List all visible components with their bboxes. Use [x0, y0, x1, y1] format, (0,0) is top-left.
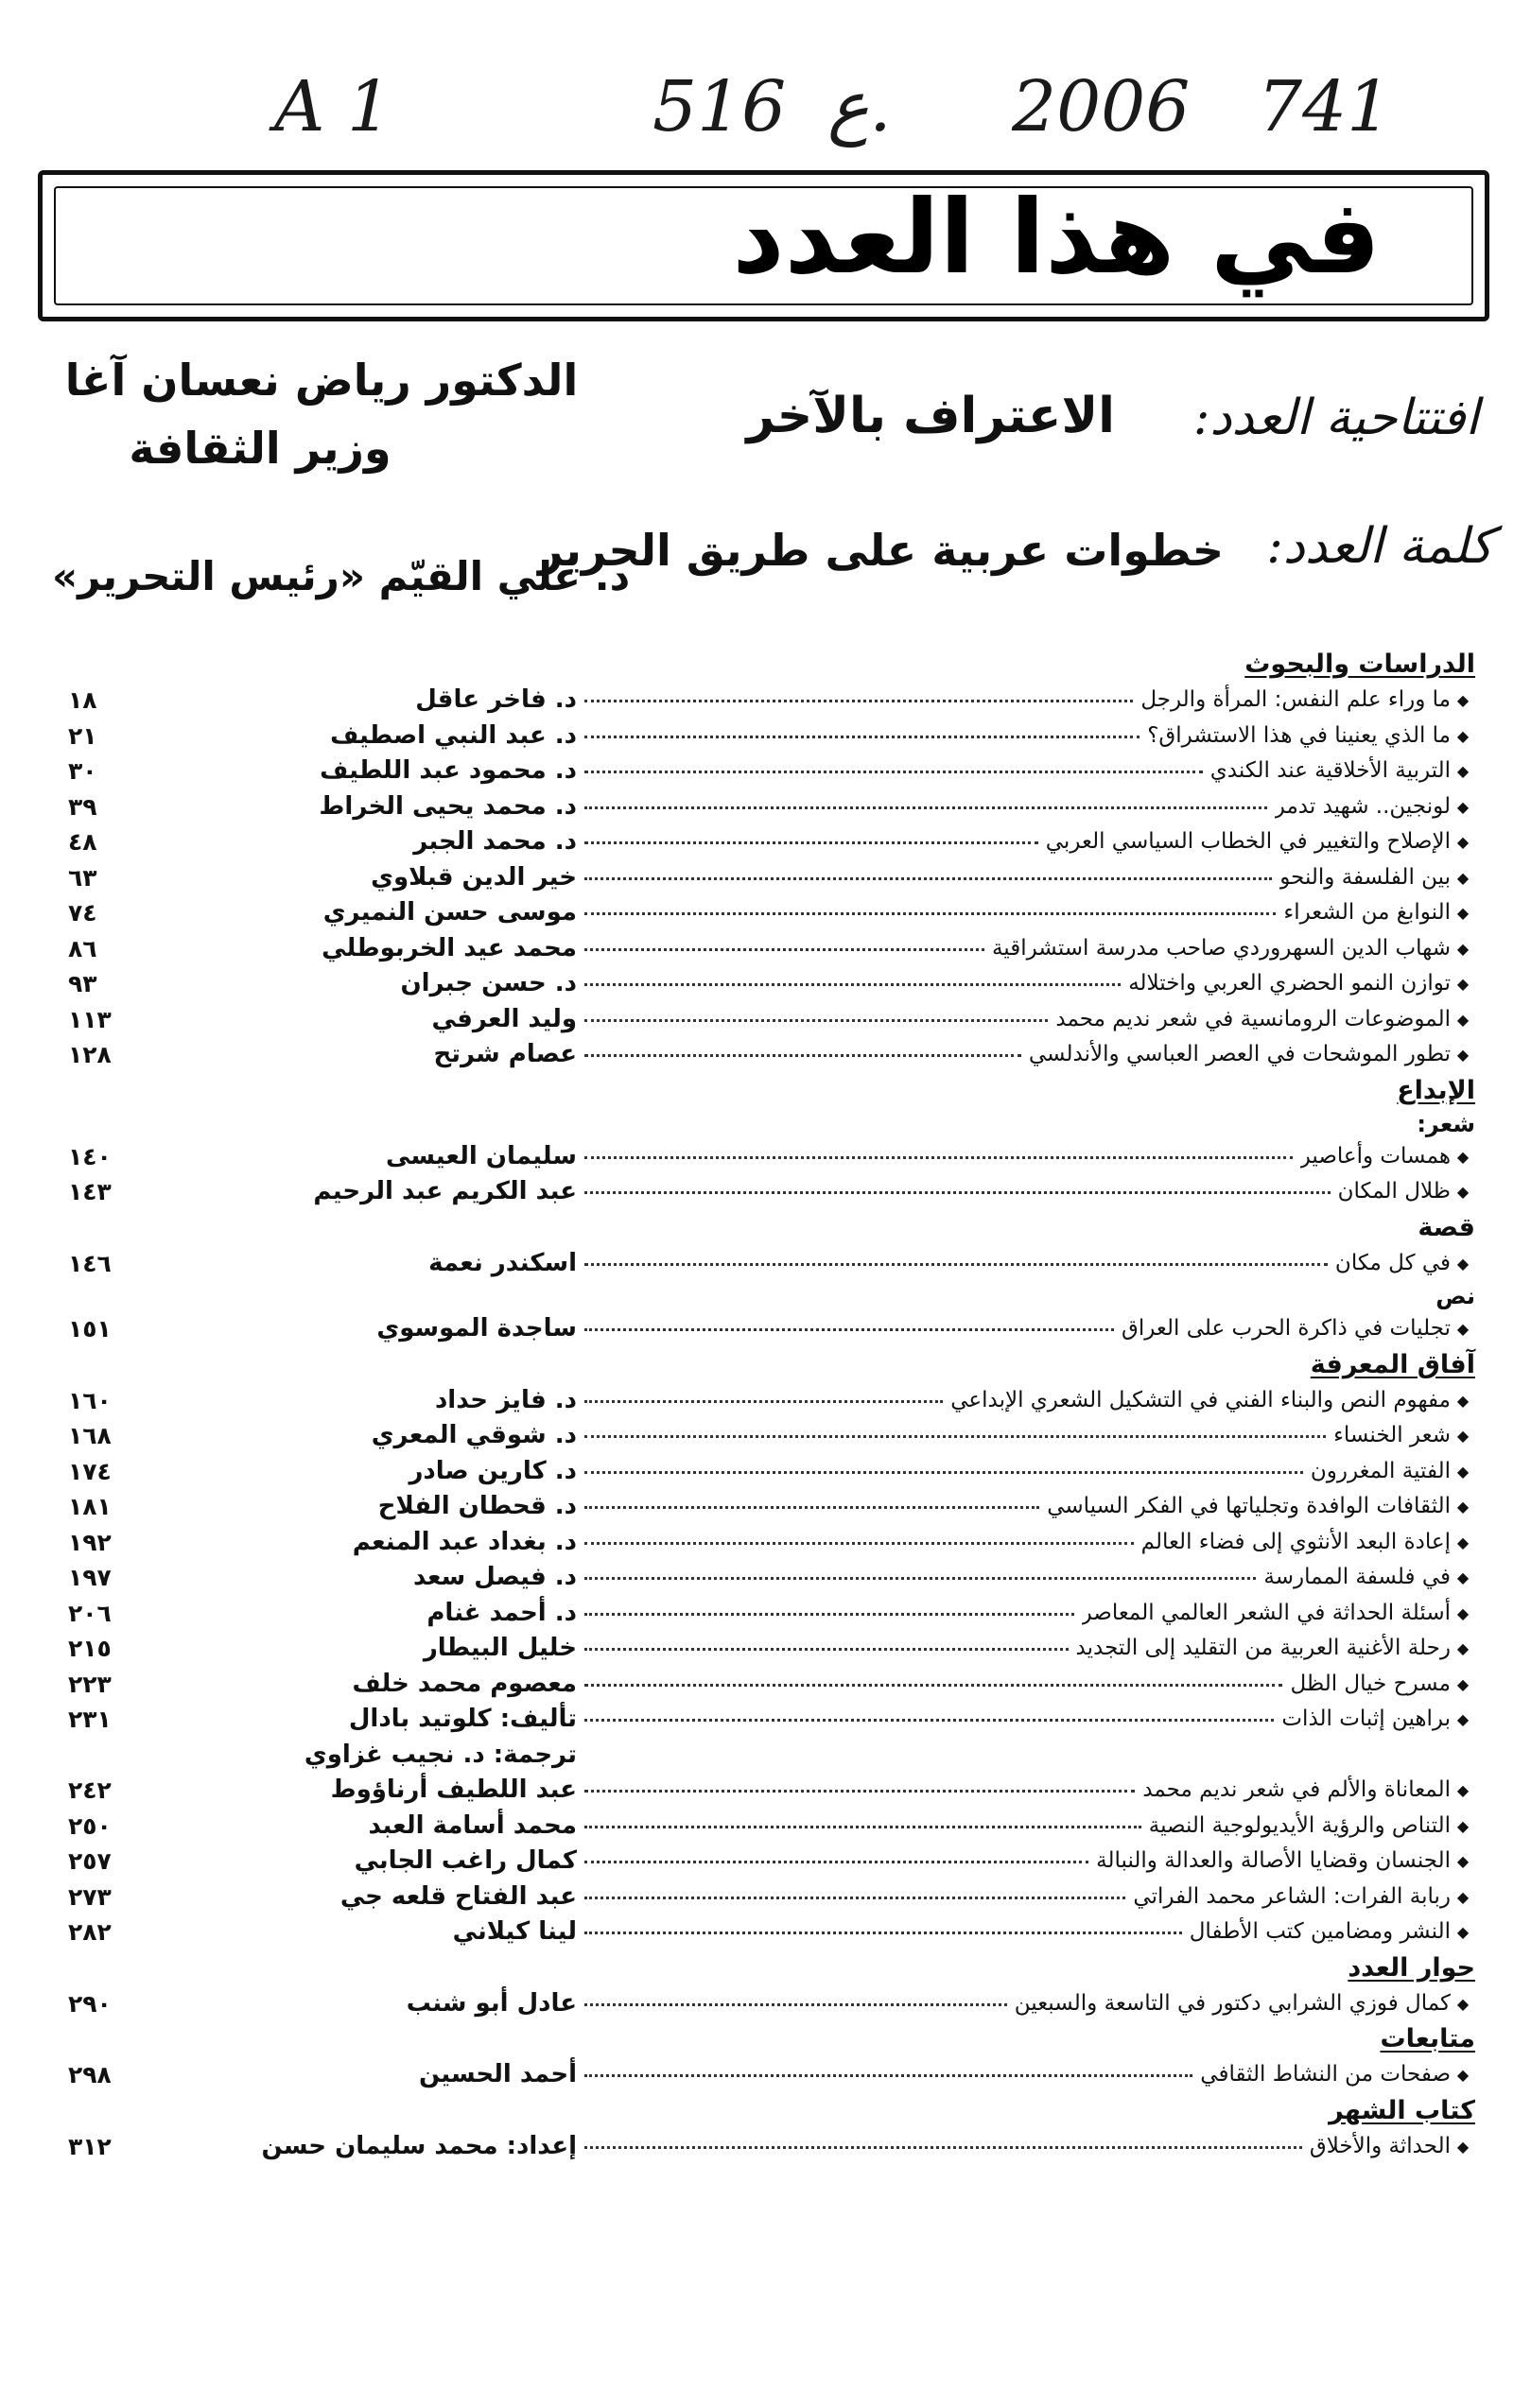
leader-dots — [584, 1540, 1134, 1545]
leader-dots — [584, 1433, 1326, 1438]
entry-title: مسرح خيال الظل — [1290, 1671, 1451, 1696]
entry-page: ٢٩٠ — [68, 1989, 112, 2018]
toc-entry — [57, 1525, 1475, 1561]
handwritten-mark: A 1 — [274, 66, 392, 147]
leader-dots — [584, 698, 1133, 702]
toc-entry — [57, 1809, 1475, 1845]
entry-page: ٢٠٦ — [68, 1599, 112, 1627]
bullet-icon: ◆ — [1456, 1183, 1470, 1201]
banner-title: في هذا العدد — [732, 179, 1381, 297]
toc-entry — [57, 1002, 1475, 1038]
bullet-icon: ◆ — [1456, 1254, 1470, 1273]
bullet-icon: ◆ — [1456, 1320, 1470, 1338]
entry-author: عادل أبو شنب — [406, 1988, 577, 2018]
leader-dots — [584, 1895, 1125, 1899]
leader-dots — [584, 2001, 1007, 2006]
entry-title: في كل مكان — [1334, 1250, 1451, 1275]
section-heading-dialogue: حوار العدد — [1348, 1952, 1475, 1983]
toc-entry — [57, 1844, 1475, 1880]
leader-dots — [584, 1824, 1141, 1828]
entry-title: التربية الأخلاقية عند الكندي — [1209, 758, 1451, 783]
toc-entry — [57, 1037, 1475, 1073]
toc-entry — [57, 754, 1475, 789]
toc-entry — [57, 2129, 1475, 2165]
entry-title: أسئلة الحداثة في الشعر العالمي المعاصر — [1081, 1600, 1451, 1625]
toc-entry — [57, 860, 1475, 896]
entry-page: ١٧٤ — [68, 1457, 112, 1485]
entry-page: ١٤٣ — [68, 1178, 112, 1205]
entry-page: ١٤٠ — [68, 1142, 112, 1170]
section-heading-horizons: آفاق المعرفة — [1310, 1349, 1475, 1379]
bullet-icon: ◆ — [1456, 1533, 1470, 1551]
bullet-icon: ◆ — [1456, 762, 1470, 780]
entry-title: الحداثة والأخلاق — [1309, 2133, 1451, 2158]
leader-dots — [584, 981, 1121, 986]
bullet-icon: ◆ — [1456, 1427, 1470, 1445]
entry-page: ٢١٥ — [68, 1635, 112, 1662]
entry-author: عبد الكريم عبد الرحيم — [313, 1177, 577, 1205]
toc-entry — [57, 1596, 1475, 1632]
entry-title: تطور الموشحات في العصر العباسي والأندلسي — [1028, 1042, 1451, 1066]
leader-dots — [584, 2072, 1192, 2077]
leader-dots — [584, 1682, 1282, 1687]
entry-page: ٣١٢ — [68, 2132, 112, 2160]
entry-page: ٢٢٣ — [68, 1670, 112, 1698]
editorial-title: الاعتراف بالآخر — [746, 388, 1115, 444]
entry-title: ما وراء علم النفس: المرأة والرجل — [1140, 687, 1451, 712]
entry-title: الموضوعات الرومانسية في شعر نديم محمد — [1055, 1006, 1451, 1031]
subsection-poetry: شعر: — [1417, 1110, 1475, 1137]
editorial-label: افتتاحية العدد: — [1192, 390, 1479, 446]
entry-title: توازن النمو الحضري العربي واختلاله — [1128, 971, 1451, 996]
toc-entry — [57, 719, 1475, 754]
entry-author: وليد العرفي — [431, 1004, 577, 1033]
table-of-contents — [57, 647, 1475, 2164]
bullet-icon: ◆ — [1456, 1923, 1470, 1941]
entry-page: ١٥١ — [68, 1315, 112, 1343]
toc-entry — [57, 1986, 1475, 2022]
entry-page: ١١٣ — [68, 1005, 112, 1033]
bullet-icon: ◆ — [1456, 1498, 1470, 1516]
bullet-icon: ◆ — [1456, 2066, 1470, 2084]
entry-author: عبد اللطيف أرناؤوط — [330, 1776, 577, 1804]
entry-title: الجنسان وقضايا الأصالة والعدالة والنبالة — [1096, 1848, 1451, 1873]
section-heading-studies: الدراسات والبحوث — [1244, 650, 1475, 679]
entry-page: ١٨ — [68, 686, 97, 714]
entry-page: ٢٤٢ — [68, 1776, 112, 1804]
entry-title: كمال فوزي الشرابي دكتور في التاسعة والسبعين — [1014, 1990, 1451, 2016]
section-heading-book: كتاب الشهر — [1329, 2095, 1475, 2125]
bullet-icon: ◆ — [1456, 904, 1470, 922]
word-title: خطوات عربية على طريق الحرير — [538, 525, 1224, 576]
toc-entry — [57, 1139, 1475, 1175]
bullet-icon: ◆ — [1456, 1147, 1470, 1166]
leader-dots — [584, 1017, 1048, 1022]
leader-dots — [584, 1154, 1293, 1159]
entry-author: محمد أسامة العبد — [368, 1810, 577, 1840]
toc-translator-row — [57, 1738, 1475, 1774]
entry-page: ٢٧٣ — [68, 1882, 112, 1911]
entry-page: ٣٩ — [68, 792, 97, 821]
issue-banner — [38, 170, 1489, 321]
leader-dots — [584, 1469, 1303, 1474]
entry-page: ٣٠ — [68, 757, 97, 785]
toc-entry — [57, 683, 1475, 719]
subsection-story: قصة — [1418, 1212, 1475, 1242]
bullet-icon: ◆ — [1456, 1603, 1470, 1622]
handwritten-mark: ع. — [827, 66, 892, 147]
entry-page: ٢٩٨ — [68, 2061, 112, 2088]
entry-title: تجليات في ذاكرة الحرب على العراق — [1121, 1316, 1451, 1341]
entry-author: د. فاخر عاقل — [415, 685, 577, 714]
toc-entry — [57, 931, 1475, 967]
handwritten-catalog-line — [0, 57, 1531, 170]
toc-entry — [57, 1246, 1475, 1282]
word-author: د. علي القيّم «رئيس التحرير» — [52, 553, 631, 599]
bullet-icon: ◆ — [1456, 1852, 1470, 1870]
entry-author: د. محمد يحيى الخراط — [319, 791, 577, 821]
entry-title: براهين إثبات الذات — [1281, 1706, 1451, 1731]
leader-dots — [584, 1052, 1021, 1057]
toc-entry — [57, 1667, 1475, 1703]
toc-entry — [57, 1702, 1475, 1738]
entry-title: المعاناة والألم في شعر نديم محمد — [1142, 1777, 1451, 1802]
toc-entry — [57, 1773, 1475, 1809]
entry-page: ٢٣١ — [68, 1706, 112, 1733]
leader-dots — [584, 1611, 1074, 1616]
entry-author: محمد عيد الخربوطلي — [322, 933, 577, 962]
bullet-icon: ◆ — [1456, 691, 1470, 709]
entry-page: ٢٨٢ — [68, 1918, 112, 1946]
toc-entry — [57, 1418, 1475, 1454]
entry-page: ٨٦ — [68, 934, 97, 962]
entry-title: لونجين.. شهيد تدمر — [1274, 793, 1451, 819]
bullet-icon: ◆ — [1456, 1010, 1470, 1029]
entry-page: ٩٣ — [68, 970, 97, 997]
leader-dots — [584, 734, 1140, 738]
handwritten-mark: 516 — [652, 66, 787, 147]
entry-page: ١٤٦ — [68, 1249, 112, 1277]
bullet-icon: ◆ — [1456, 833, 1470, 851]
entry-page: ٦٣ — [68, 863, 97, 892]
entry-page: ١٩٢ — [68, 1528, 112, 1556]
bullet-icon: ◆ — [1456, 939, 1470, 958]
toc-entry — [57, 1631, 1475, 1667]
bullet-icon: ◆ — [1456, 1462, 1470, 1481]
entry-title: التناص والرؤية الأيديولوجية النصية — [1148, 1812, 1451, 1838]
leader-dots — [584, 1326, 1114, 1331]
bullet-icon: ◆ — [1456, 1674, 1470, 1693]
entry-author: د. محمد الجبر — [413, 827, 577, 856]
toc-entry — [57, 824, 1475, 860]
entry-author: د. بغداد عبد المنعم — [352, 1527, 577, 1556]
leader-dots — [584, 769, 1203, 773]
entry-author: خليل البيطار — [423, 1634, 577, 1662]
section-heading-creative: الإبداع — [1397, 1075, 1475, 1105]
toc-entry — [57, 966, 1475, 1002]
leader-dots — [584, 875, 1272, 880]
entry-page: ١٦٨ — [68, 1422, 112, 1449]
entry-author: د. قحطان الفلاح — [377, 1492, 577, 1520]
word-label: كلمة العدد: — [1266, 518, 1493, 575]
leader-dots — [584, 1788, 1135, 1793]
bullet-icon: ◆ — [1456, 1887, 1470, 1906]
handwritten-mark: 741 — [1258, 66, 1392, 147]
entry-title: بين الفلسفة والنحو — [1279, 864, 1451, 890]
studies-list — [57, 683, 1475, 1073]
entry-author: لينا كيلاني — [452, 1917, 577, 1946]
entry-author: خير الدين قبلاوي — [371, 862, 577, 892]
entry-author: عصام شرتح — [433, 1040, 577, 1068]
entry-page: ١٨١ — [68, 1493, 112, 1520]
entry-author: د. فايز حداد — [434, 1385, 577, 1414]
toc-entry — [57, 1383, 1475, 1419]
entry-author: د. فيصل سعد — [412, 1563, 577, 1591]
entry-author: د. أحمد غنام — [426, 1598, 577, 1627]
leader-dots — [584, 2144, 1302, 2149]
toc-entry — [57, 2057, 1475, 2093]
bullet-icon: ◆ — [1456, 1994, 1470, 2013]
entry-title: الإصلاح والتغيير في الخطاب السياسي العربي — [1045, 829, 1451, 854]
leader-dots — [584, 946, 984, 951]
entry-title: همسات وأعاصير — [1299, 1143, 1451, 1169]
entry-title: رحلة الأغنية العربية من التقليد إلى التجديد — [1075, 1636, 1451, 1660]
entry-author: أحمد الحسين — [418, 2060, 577, 2088]
leader-dots — [584, 1717, 1274, 1722]
bullet-icon: ◆ — [1456, 1568, 1470, 1586]
leader-dots — [584, 1398, 943, 1403]
entry-author: كمال راغب الجابي — [354, 1846, 577, 1875]
entry-author: إعداد: محمد سليمان حسن — [261, 2131, 577, 2160]
entry-author: تأليف: كلوتيد بادال — [348, 1705, 577, 1733]
entry-author: موسى حسن النميري — [322, 898, 577, 927]
toc-entry — [57, 1914, 1475, 1950]
bullet-icon: ◆ — [1456, 2137, 1470, 2156]
entry-page: ٢١ — [68, 721, 97, 750]
entry-author: سليمان العيسى — [386, 1141, 577, 1170]
bullet-icon: ◆ — [1456, 1781, 1470, 1799]
bullet-icon: ◆ — [1456, 1710, 1470, 1728]
leader-dots — [584, 1930, 1182, 1934]
bullet-icon: ◆ — [1456, 1816, 1470, 1835]
toc-entry — [57, 1560, 1475, 1596]
entry-page: ٢٥٠ — [68, 1811, 112, 1840]
entry-title: الثقافات الوافدة وتجلياتها في الفكر السياسي — [1047, 1494, 1451, 1518]
bullet-icon: ◆ — [1456, 868, 1470, 887]
leader-dots — [584, 1859, 1088, 1863]
leader-dots — [584, 1575, 1256, 1580]
leader-dots — [584, 1189, 1331, 1194]
entry-page: ١٩٧ — [68, 1564, 112, 1591]
leader-dots — [584, 910, 1276, 915]
entry-title: النوابغ من الشعراء — [1283, 900, 1451, 925]
entry-title: مفهوم النص والبناء الفني في التشكيل الشعري الإبداعي — [950, 1387, 1451, 1412]
bullet-icon: ◆ — [1456, 726, 1470, 745]
entry-title: ما الذي يعنينا في هذا الاستشراق؟ — [1147, 722, 1451, 748]
toc-entry — [57, 1880, 1475, 1915]
entry-author: د. كارين صادر — [409, 1456, 577, 1485]
entry-author: د. شوقي المعري — [371, 1421, 577, 1449]
section-heading-followups: متابعات — [1380, 2024, 1475, 2053]
entry-title: في فلسفة الممارسة — [1263, 1565, 1451, 1589]
toc-entry — [57, 1454, 1475, 1490]
entry-author: د. حسن جبران — [400, 969, 577, 997]
bullet-icon: ◆ — [1456, 1639, 1470, 1657]
entry-page: ٤٨ — [68, 828, 97, 856]
entry-title: النشر ومضامين كتب الأطفال — [1189, 1919, 1451, 1944]
entry-page: ١٢٨ — [68, 1041, 112, 1068]
entry-author: د. محمود عبد اللطيف — [320, 756, 577, 785]
editorial-author-role: وزير الثقافة — [129, 423, 391, 474]
entry-title: شعر الخنساء — [1333, 1423, 1451, 1447]
entry-title: ظلال المكان — [1337, 1179, 1451, 1204]
bullet-icon: ◆ — [1456, 797, 1470, 816]
bullet-icon: ◆ — [1456, 975, 1470, 993]
toc-entry — [57, 1489, 1475, 1525]
toc-entry — [57, 789, 1475, 825]
entry-translator: ترجمة: د. نجيب غزاوي — [304, 1740, 577, 1769]
leader-dots — [584, 1261, 1328, 1266]
entry-title: صفحات من النشاط الثقافي — [1200, 2062, 1451, 2087]
entry-title: ربابة الفرات: الشاعر محمد الفراتي — [1133, 1883, 1451, 1909]
toc-entry — [57, 1311, 1475, 1347]
bullet-icon: ◆ — [1456, 1046, 1470, 1064]
leader-dots — [584, 1646, 1069, 1651]
entry-page: ٧٤ — [68, 899, 97, 927]
leader-dots — [584, 1504, 1039, 1509]
handwritten-mark: 2006 — [1012, 66, 1191, 147]
entry-author: ساجدة الموسوي — [376, 1314, 577, 1343]
toc-entry — [57, 1174, 1475, 1210]
entry-author: عبد الفتاح قلعه جي — [339, 1881, 577, 1911]
entry-page: ١٦٠ — [68, 1386, 112, 1414]
entry-author: اسكندر نعمة — [428, 1248, 577, 1277]
entry-title: شهاب الدين السهروردي صاحب مدرسة استشراقية — [991, 935, 1451, 961]
leader-dots — [584, 840, 1038, 844]
entry-author: د. عبد النبي اصطيف — [330, 720, 577, 750]
toc-entry — [57, 895, 1475, 931]
entry-title: إعادة البعد الأنثوي إلى فضاء العالم — [1140, 1529, 1451, 1554]
editorial-author: الدكتور رياض نعسان آغا — [64, 355, 579, 406]
bullet-icon: ◆ — [1456, 1391, 1470, 1410]
entry-author: معصوم محمد خلف — [352, 1669, 577, 1698]
leader-dots — [584, 805, 1267, 809]
subsection-text: نص — [1435, 1283, 1475, 1309]
entry-title: الفتية المغررون — [1310, 1458, 1451, 1483]
entry-page: ٢٥٧ — [68, 1847, 112, 1875]
